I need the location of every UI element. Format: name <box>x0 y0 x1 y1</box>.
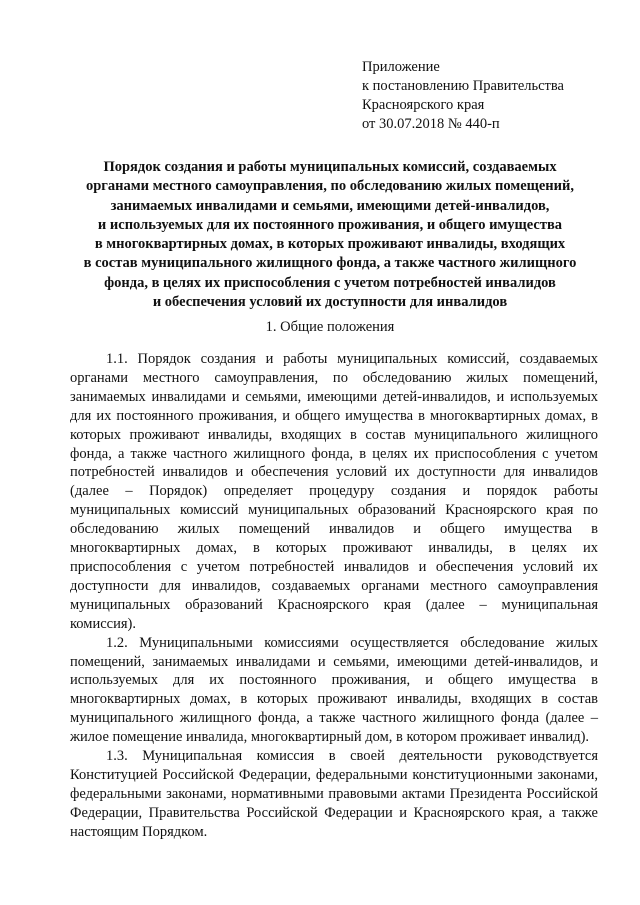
title-line: в многоквартирных домах, в которых проживают инвалиды, входящих <box>94 236 566 253</box>
title-line: фонда, в целях их приспособления с учетом потребностей инвалидов <box>104 274 556 291</box>
paragraph-1-2: 1.2. Муниципальными комиссиями осуществляется обследование жилых помещений, занимаемых инвалидами и семьями, имеющими детей-инвалидов, и используемых для их постоянного проживания, и общего имущества в многоквартирных домах, в которых проживают инвалиды, входящих в состав муниципального жилищного фонда, а также частного жилищного фонда (далее – жилое помещение инвалида, многоквартирный дом, в котором проживает инвалид). <box>70 634 598 746</box>
document-title <box>60 158 600 312</box>
title-line: и используемых для их постоянного проживания, и общего имущества <box>97 216 563 233</box>
document-body <box>70 350 598 842</box>
appendix-line: Приложение <box>362 59 440 75</box>
title-line: занимаемых инвалидами и семьями, имеющими детей-инвалидов, <box>110 197 550 214</box>
paragraph-1-1: 1.1. Порядок создания и работы муниципальных комиссий, создаваемых органами местного самоуправления, по обследованию жилых помещений, занимаемых инвалидами и семьями, имеющими детей-инвалидов, и используемых для их постоянного проживания, и общего имущества в многоквартирных домах, в которых проживают инвалиды, входящих в состав муниципального жилищного фонда, а также частного жилищного фонда, в целях их приспособления с учетом потребностей инвалидов и обеспечения условий их доступности для инвалидов (далее – Порядок) определяет процедуру создания и порядок работы муниципальных комиссий муниципальных образований Красноярского края по обследованию жилых помещений инвалидов и общего имущества в многоквартирных домах, в которых проживают инвалиды, в целях их приспособления с учетом потребностей инвалидов и обеспечения условий их доступности для инвалидов, создаваемых органами местного самоуправления муниципальных образований Красноярского края (далее – муниципальная комиссия). <box>70 351 598 632</box>
section-heading: 1. Общие положения <box>265 319 395 335</box>
appendix-line: от 30.07.2018 № 440-п <box>362 116 500 132</box>
title-line: в состав муниципального жилищного фонда, а также частного жилищного <box>83 255 577 272</box>
paragraph-1-3: 1.3. Муниципальная комиссия в своей деятельности руководствуется Конституцией Российской Федерации, федеральными конституционными законами, федеральными законами, нормативными правовыми актами Президента Российской Федерации, Правительства Российской Федерации и Красноярского края, а также настоящим Порядком. <box>70 748 598 840</box>
appendix-line: к постановлению Правительства <box>362 78 564 94</box>
title-line: органами местного самоуправления, по обследованию жилых помещений, <box>85 178 574 195</box>
appendix-line: Красноярского края <box>362 97 485 113</box>
title-line: и обеспечения условий их доступности для инвалидов <box>152 294 508 311</box>
title-line: Порядок создания и работы муниципальных комиссий, создаваемых <box>103 159 557 175</box>
appendix-block <box>362 58 564 134</box>
